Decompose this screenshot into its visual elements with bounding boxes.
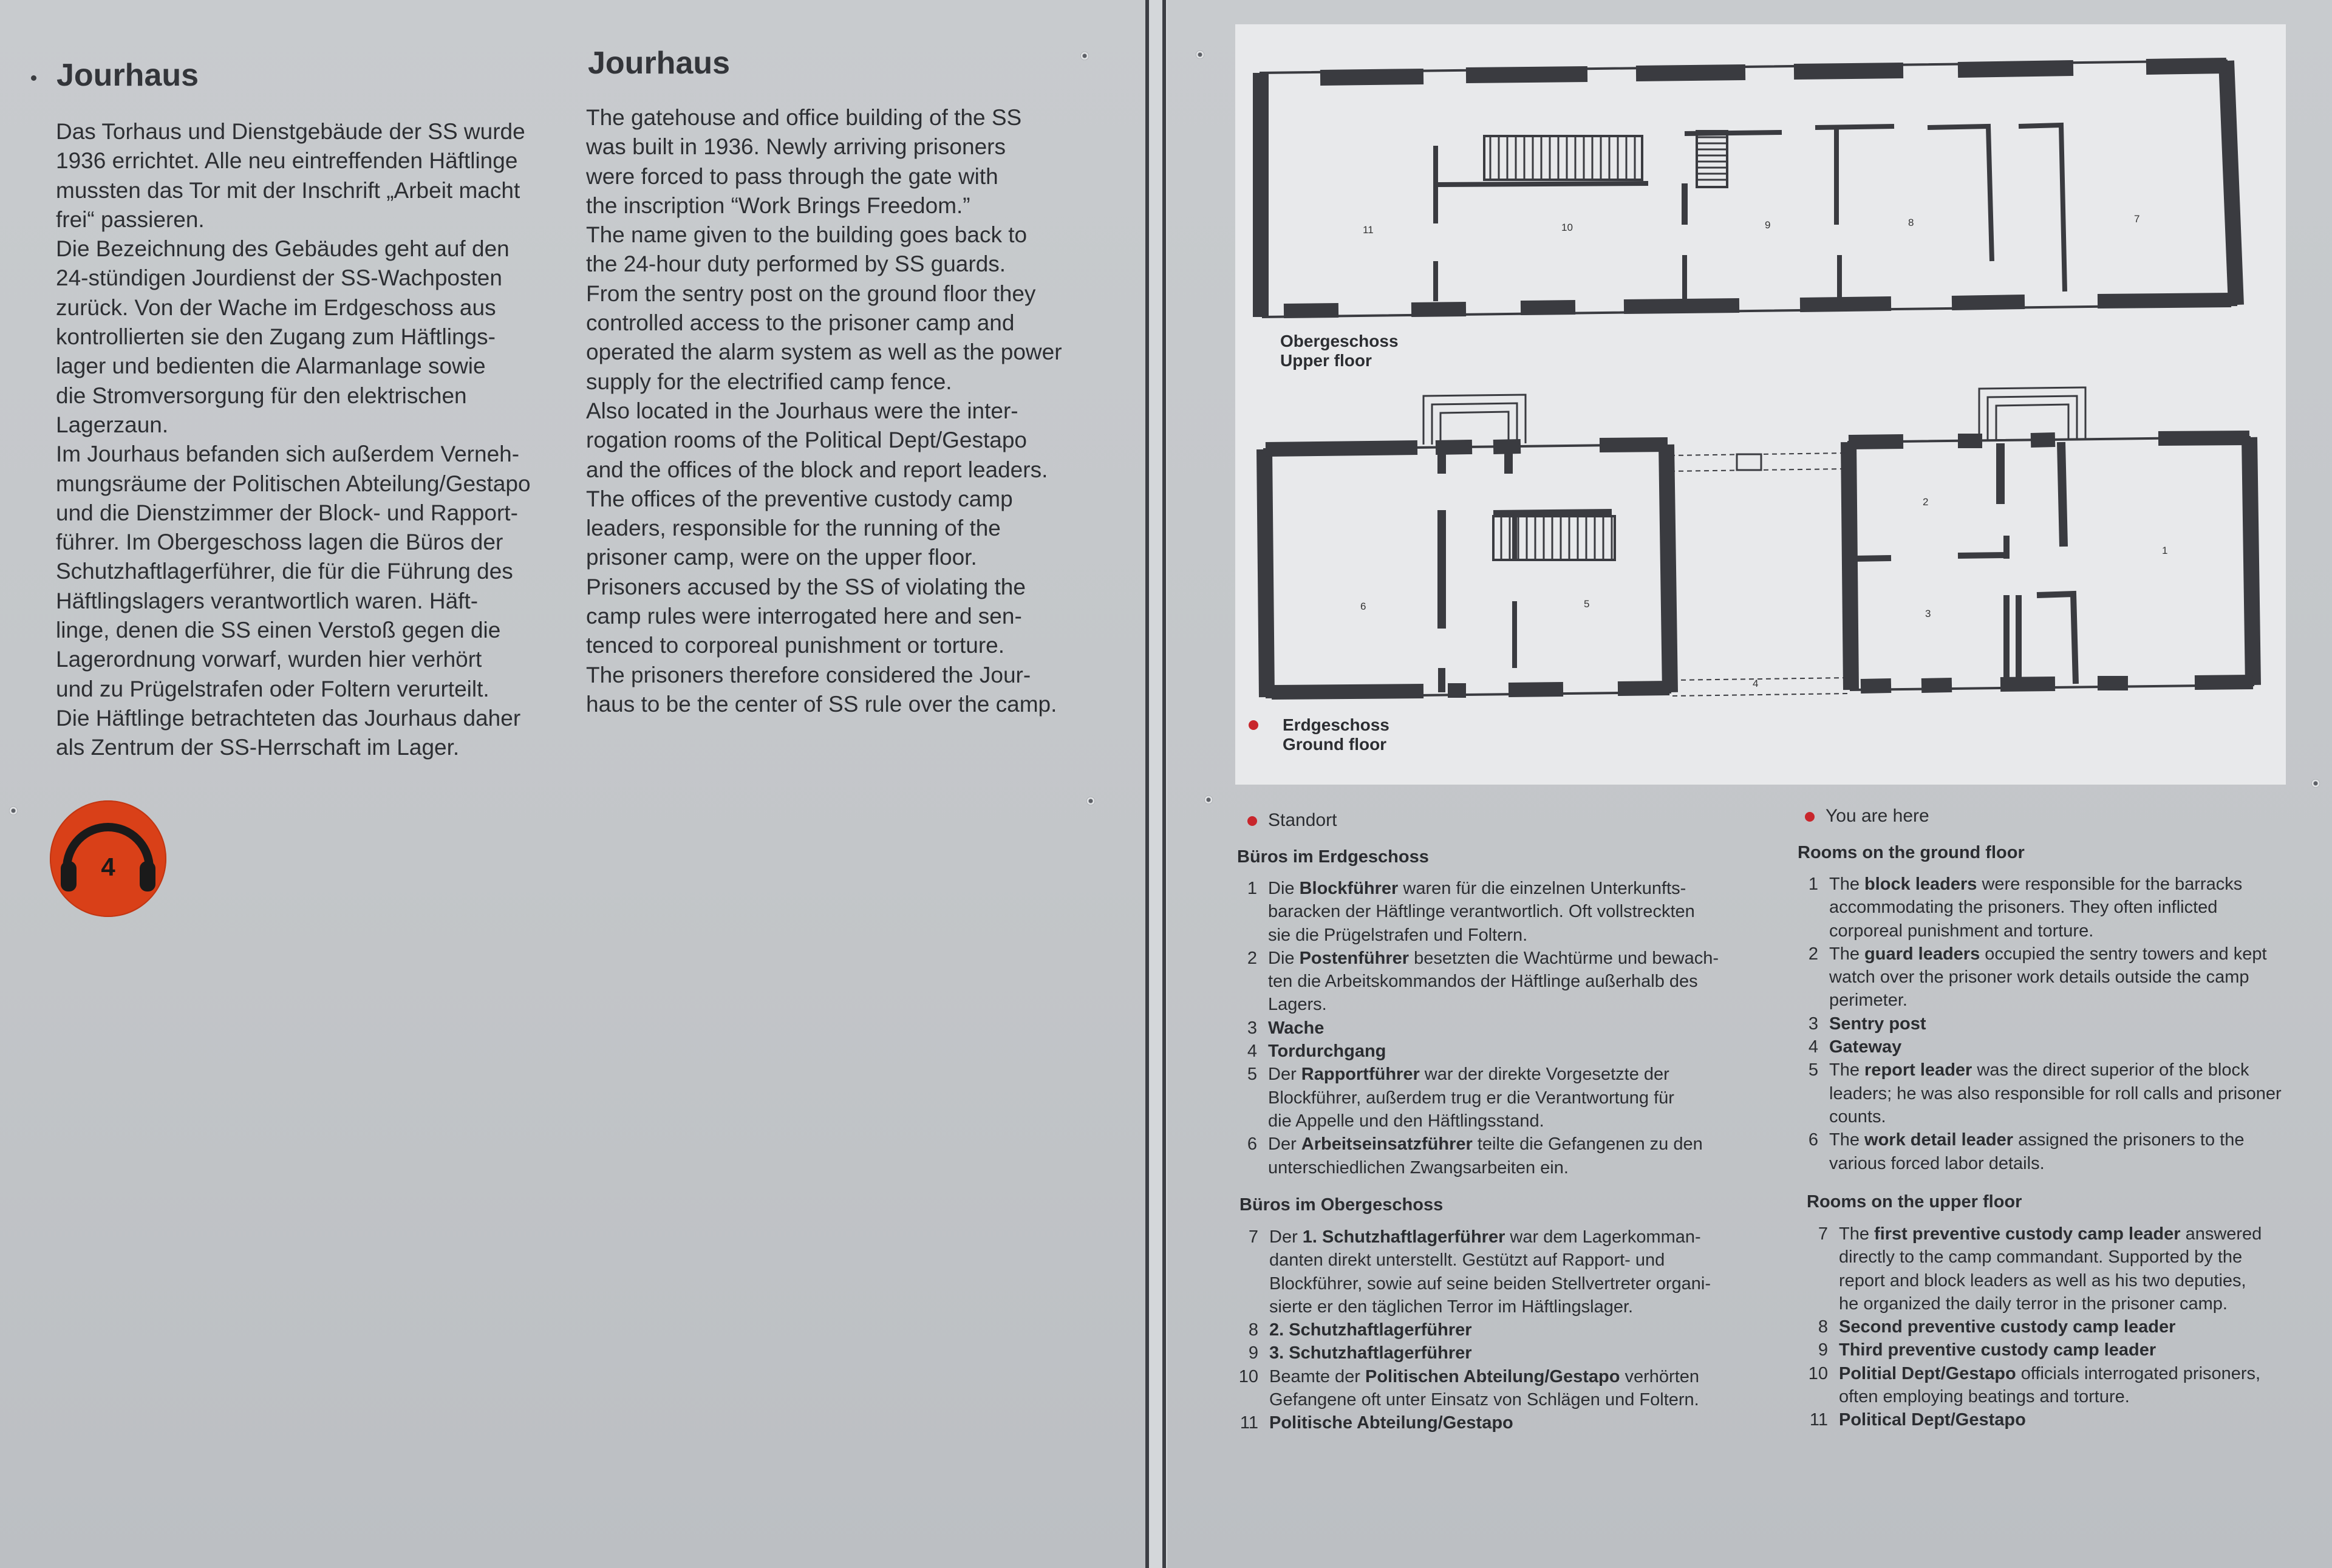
screw-icon [1204,796,1213,804]
legend-item-text: Die Postenführer besetzten die Wachtürme und bewach- ten die Arbeitskommandos der Häftlinge außerhalb des Lagers. [1268,948,1719,1015]
room-number: 6 [1360,601,1366,612]
text-line: Lagerordnung vorwarf, wurden hier verhört [56,647,482,672]
text-line: Lagerzaun. [56,412,169,437]
legend-item [1226,1133,1772,1179]
text-line: frei“ passieren. [56,206,205,232]
text-line: controlled access to the prisoner camp and [586,310,1015,336]
legend-item-number: 5 [1808,1060,1818,1080]
legend-item [1787,943,2327,1012]
ground-heading-de: Büros im Erdgeschoss [1237,847,1429,867]
legend-item-text: Wache [1268,1018,1325,1038]
text-line: Prisoners accused by the SS of violating the [586,574,1026,599]
room-number: 5 [1584,598,1590,610]
room-number: 3 [1925,608,1931,619]
text-line: linge, denen die SS einen Verstoß gegen die [56,618,501,643]
room-number: 7 [2134,213,2140,225]
legend-item-number: 8 [1248,1320,1258,1340]
text-line: From the sentry post on the ground floor they [586,281,1036,306]
legend-item-number: 2 [1808,944,1818,964]
text-line: camp rules were interrogated here and sen- [586,604,1022,629]
legend-item-text: Die Blockführer waren für die einzelnen Unterkunfts- baracken der Häftlinge verantwortlich. Oft vollstreckten sie die Prügelstrafen und Foltern. [1268,879,1695,945]
ground-list-en [1787,873,2327,1175]
floor-plan [1235,24,2286,785]
legend-item-text: Politial Dept/Gestapo officials interrogated prisoners, often employing beatings and torture. [1839,1363,2261,1407]
you-are-here-marker [1249,720,1258,730]
text-line: The gatehouse and office building of the SS [586,105,1022,130]
legend-item-number: 3 [1808,1014,1818,1034]
text-line: zurück. Von der Wache im Erdgeschoss aus [56,295,496,320]
legend-item-text: Politische Abteilung/Gestapo [1269,1413,1513,1433]
text-line: als Zentrum der SS-Herrschaft im Lager. [56,735,460,760]
legend-item [1227,1318,1773,1341]
screw-icon [1196,50,1204,59]
text-line: die Stromversorgung für den elektrischen [56,383,467,408]
legend-item-number: 10 [1238,1366,1258,1386]
text-line: Die Bezeichnung des Gebäudes geht auf den [56,236,510,262]
text-line: haus to be the center of SS rule over the camp. [586,691,1057,717]
text-line: was built in 1936. Newly arriving prisoners [586,134,1006,160]
legend-item-text: The work detail leader assigned the prisoners to the various forced labor details. [1829,1130,2245,1173]
legend-item-number: 9 [1248,1343,1258,1363]
legend-item [1226,947,1772,1017]
english-body-text [586,103,1062,719]
red-dot-icon [1805,812,1815,822]
legend-item-number: 4 [1247,1041,1257,1062]
legend-marker-en: You are here [1805,805,1929,828]
english-title: Jourhaus [588,46,731,81]
legend-marker-de: Standort [1247,809,1337,832]
text-line: The offices of the preventive custody camp [586,486,1013,511]
legend-item-text: 2. Schutzhaftlagerführer [1269,1320,1472,1340]
legend-item-text: The report leader was the direct superior of the block leaders; he was also responsible for roll calls and prisoner counts. [1829,1060,2282,1127]
legend-item-number: 7 [1818,1224,1828,1244]
legend-item-text: Beamte der Politischen Abteilung/Gestapo verhörten Gefangene oft unter Einsatz von Schlägen und Foltern. [1269,1366,1700,1410]
text-line: und die Dienstzimmer der Block- und Rapport- [56,500,518,525]
panel-edge-line [1145,0,1149,1568]
legend-item [1226,1017,1772,1040]
upper-list-en [1796,1222,2331,1432]
legend-item-number: 1 [1808,874,1818,894]
text-line: 24-stündigen Jourdienst der SS-Wachposten [56,265,502,291]
legend-item-text: Sentry post [1829,1014,1926,1034]
legend-item-number: 4 [1808,1037,1818,1057]
legend-item [1787,1012,2327,1035]
upper-list-de [1227,1225,1773,1435]
ground-floor-label: Erdgeschoss Ground floor [1283,715,1389,754]
text-line: 1936 errichtet. Alle neu eintreffenden Häftlinge [56,148,518,174]
ground-heading-en: Rooms on the ground floor [1798,843,2025,862]
room-number: 10 [1561,222,1573,233]
text-line: the inscription “Work Brings Freedom.” [586,193,970,218]
legend-item [1796,1315,2331,1338]
legend-item-text: Der 1. Schutzhaftlagerführer war dem Lagerkomman- danten direkt unterstellt. Gestützt auf Rapport- und Blockführer, sowie auf seine beiden Stellvertreter organi- sierte er den täglichen Terror im Häftlingslager. [1269,1227,1711,1317]
room-number: 8 [1908,217,1914,228]
legend-item [1227,1225,1773,1318]
text-line: The prisoners therefore considered the Jour- [586,662,1031,687]
legend-item [1796,1222,2331,1315]
text-line: leaders, responsible for the running of the [586,516,1001,541]
red-dot-icon [1247,816,1257,826]
text-line: Im Jourhaus befanden sich außerdem Verneh- [56,441,520,467]
text-line: und zu Prügelstrafen oder Foltern verurteilt. [56,676,489,701]
screw-icon [1080,52,1089,60]
room-number: 2 [1923,496,1929,508]
upper-heading-de: Büros im Obergeschoss [1239,1195,1444,1215]
legend-item [1787,1058,2327,1128]
text-line: lager und bedienten die Alarmanlage sowie [56,353,486,379]
text-line: führer. Im Obergeschoss lagen die Büros der [56,530,503,555]
audio-guide-number: 4 [101,853,115,881]
text-line: operated the alarm system as well as the power [586,339,1062,365]
text-line: mungsräume der Politischen Abteilung/Gestapo [56,471,531,496]
room-number: 4 [1753,678,1759,689]
room-number: 1 [2162,545,2168,556]
legend-item [1796,1338,2331,1362]
legend-item-number: 2 [1247,948,1257,968]
text-line: supply for the electrified camp fence. [586,369,952,394]
legend-item-number: 9 [1818,1340,1828,1360]
legend-item-text: The first preventive custody camp leader answered directly to the camp commandant. Supported by the report and block leaders as well as his two deputies, he organized the daily terror in the prisoner camp. [1839,1224,2262,1314]
legend-item-number: 11 [1239,1413,1258,1433]
legend-item-number: 6 [1247,1134,1257,1154]
screw-icon [9,806,18,815]
legend-item-number: 7 [1248,1227,1258,1247]
legend-item-number: 8 [1818,1317,1828,1337]
legend-item-text: Der Arbeitseinsatzführer teilte die Gefangenen zu den unterschiedlichen Zwangsarbeiten ein. [1268,1134,1703,1178]
legend-item-number: 3 [1247,1018,1257,1038]
legend-item-number: 1 [1247,879,1257,898]
legend-item [1787,1035,2327,1058]
legend-item [1227,1411,1773,1434]
legend-item-text: Tordurchgang [1268,1041,1386,1062]
legend-item [1787,873,2327,943]
german-body-text [56,117,531,763]
floor-plan-drawing [1235,24,2286,785]
legend-item [1796,1408,2331,1431]
text-line: Das Torhaus und Dienstgebäude der SS wurde [56,119,525,144]
legend-item [1226,877,1772,947]
room-number: 11 [1363,224,1374,236]
text-line: Die Häftlinge betrachteten das Jourhaus daher [56,705,521,731]
text-line: were forced to pass through the gate with [586,163,998,189]
text-line: Also located in the Jourhaus were the inter- [586,398,1018,423]
text-line: Schutzhaftlagerführer, die für die Führung des [56,559,513,584]
upper-heading-en: Rooms on the upper floor [1807,1192,2022,1212]
ground-list-de [1226,877,1772,1179]
legend-item-number: 10 [1808,1363,1828,1383]
legend-item-text: 3. Schutzhaftlagerführer [1269,1343,1472,1363]
text-line: the 24-hour duty performed by SS guards. [586,251,1006,277]
legend-item [1227,1365,1773,1412]
text-line: and the offices of the block and report leaders. [586,457,1048,482]
panel-edge-line [1162,0,1166,1568]
screw-icon [1086,797,1095,805]
legend-item-number: 5 [1247,1065,1257,1085]
legend-item [1226,1040,1772,1063]
legend-item-text: Second preventive custody camp leader [1839,1317,2176,1337]
legend-item-text: The guard leaders occupied the sentry towers and kept watch over the prisoner work details outside the camp perimeter. [1829,944,2267,1011]
screw-icon [2311,779,2320,788]
legend-item-text: The block leaders were responsible for the barracks accommodating the prisoners. They often inflicted corporeal punishment and torture. [1829,874,2243,941]
text-line: The name given to the building goes back to [586,222,1028,248]
german-title: Jourhaus [56,58,199,93]
legend-item-number: 11 [1809,1410,1828,1430]
legend-item-text: Political Dept/Gestapo [1839,1410,2026,1430]
text-line: prisoner camp, were on the upper floor. [586,545,977,570]
legend-item [1796,1362,2331,1409]
legend-item-text: Third preventive custody camp leader [1839,1340,2156,1360]
text-line: Häftlingslagers verantwortlich waren. Häft- [56,588,479,613]
legend-item [1787,1128,2327,1175]
audio-guide-badge [50,800,166,917]
upper-floor-room-numbers [1363,213,2139,236]
legend-item-number: 6 [1808,1130,1818,1150]
room-number: 9 [1765,219,1771,231]
legend-item [1226,1063,1772,1133]
legend-item-text: Gateway [1829,1037,1902,1057]
legend-item [1227,1341,1773,1365]
text-line: mussten das Tor mit der Inschrift „Arbeit macht [56,177,520,203]
text-line: rogation rooms of the Political Dept/Gestapo [586,428,1027,453]
text-line: kontrollierten sie den Zugang zum Häftlings- [56,324,496,350]
legend-item-text: Der Rapportführer war der direkte Vorgesetzte der Blockführer, außerdem trug er die Verantwortung für die Appelle und den Häftlingsstand. [1268,1065,1674,1131]
text-line: tenced to corporeal punishment or torture. [586,633,1004,658]
title-bullet [31,75,36,81]
upper-floor-label: Obergeschoss Upper floor [1280,332,1399,370]
